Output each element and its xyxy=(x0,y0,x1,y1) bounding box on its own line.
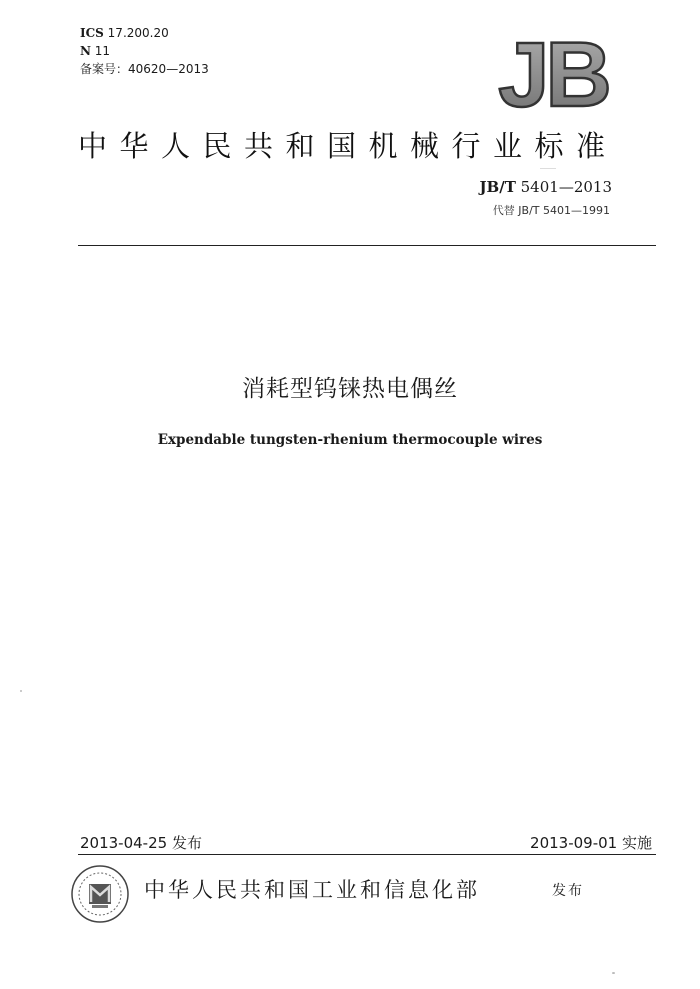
record-value: 40620—2013 xyxy=(128,62,209,76)
publisher-name: 中华人民共和国工业和信息化部 xyxy=(144,878,480,902)
implementation-date: 2013-09-01 实施 xyxy=(530,834,652,852)
standard-number-value: 5401—2013 xyxy=(520,178,612,196)
title-chinese: 消耗型钨铼热电偶丝 xyxy=(242,376,458,402)
replaces-label: 代替 xyxy=(492,204,515,217)
standard-number xyxy=(479,178,612,196)
ics-label: ICS xyxy=(80,26,104,40)
footer-divider xyxy=(78,854,656,855)
replaces-prefix: JB/T xyxy=(518,204,540,217)
scan-speck xyxy=(540,168,556,169)
ics-code xyxy=(80,24,169,42)
jb-logo xyxy=(488,32,618,112)
record-number xyxy=(80,60,209,78)
ccs-label: N xyxy=(80,44,91,58)
title-english: Expendable tungsten-rhenium thermocouple wires xyxy=(157,432,543,448)
publish-label: 发布 xyxy=(552,883,584,899)
ccs-code xyxy=(80,42,110,60)
header-divider xyxy=(78,245,656,246)
ics-value: 17.200.20 xyxy=(107,26,169,40)
scan-speck xyxy=(20,690,22,692)
issue-date: 2013-04-25 发布 xyxy=(80,834,202,852)
replaces-standard xyxy=(493,202,610,218)
jb-logo-text: JB xyxy=(498,32,608,112)
replaces-number: 5401—1991 xyxy=(543,204,610,217)
standard-type: 中华人民共和国机械行业标准 xyxy=(78,129,618,163)
ccs-value: 11 xyxy=(94,44,111,58)
ministry-seal-icon xyxy=(70,864,130,924)
standard-number-prefix: JB/T xyxy=(479,178,516,196)
record-label: 备案号： xyxy=(80,62,129,76)
scan-speck xyxy=(612,972,615,974)
